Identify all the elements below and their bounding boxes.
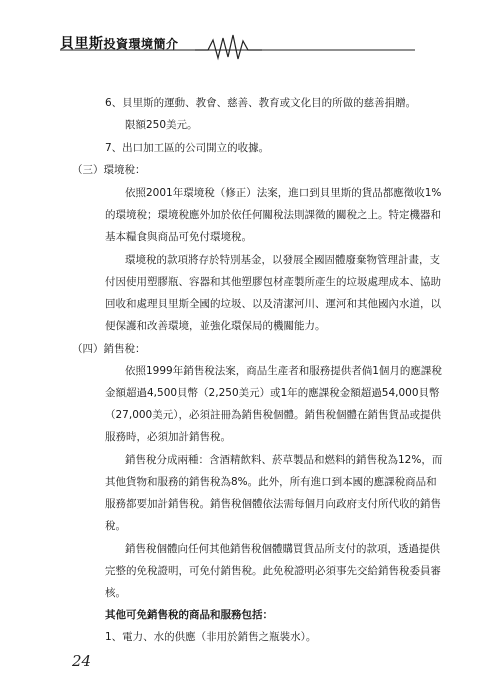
- text-line: 的環境稅；環境稅應外加於依任何關稅法則課徵的關稅之上。特定機器和: [105, 209, 441, 221]
- text-line: （27,000美元），必須註冊為銷售稅個體。銷售稅個體在銷售貨品或提供: [105, 409, 441, 421]
- section-heading: （四）銷售稅：: [72, 343, 146, 355]
- text-line: 金額超過4,500貝幣（2,250美元）或1年的應課稅金額超過54,000貝幣: [105, 387, 440, 399]
- text-line: 銷售稅分成兩種：含酒精飲料、菸草製品和燃料的銷售稅為12%，而: [125, 454, 443, 466]
- page-number: 24: [72, 652, 92, 670]
- text-line: 1、電力、水的供應（非用於銷售之瓶裝水）。: [105, 631, 317, 643]
- header-title-sub: 投資環境簡介: [103, 37, 179, 51]
- text-line: 便保護和改善環境，並強化環保局的機關能力。: [105, 320, 326, 332]
- text-line: 7、出口加工區的公司開立的收據。: [105, 142, 270, 154]
- text-line: 銷售稅個體向任何其他銷售稅個體購買貨品所支付的款項，透過提供: [125, 543, 440, 555]
- text-line: 依照2001年環境稅（修正）法案，進口到貝里斯的貨品都應徵收1%: [125, 187, 442, 199]
- text-line: 6、貝里斯的運動、教會、慈善、教育或文化目的所做的慈善捐贈。: [105, 97, 417, 109]
- text-line: 回收和處理貝里斯全國的垃圾、以及清潔河川、運河和其他國內水道，以: [105, 298, 441, 310]
- header-title-main: 貝里斯: [60, 36, 104, 52]
- text-line: 服務都要加計銷售稅。銷售稅個體依法需每個月向政府支付所代收的銷售: [105, 498, 441, 510]
- text-line: 付因使用塑膠瓶、容器和其他塑膠包材產製所產生的垃圾處理成本、協助: [105, 276, 441, 288]
- text-line: 基本糧食與商品可免付環境稅。: [105, 231, 252, 243]
- text-line: 其他貨物和服務的銷售稅為8%。此外，所有進口到本國的應課稅商品和: [105, 476, 437, 488]
- text-line: 依照1999年銷售稅法案，商品生產者和服務提供者倘1個月的應課稅: [125, 365, 442, 377]
- text-line: 限額250美元。: [125, 119, 198, 131]
- running-header: [0, 0, 480, 70]
- text-line: 稅。: [105, 520, 126, 532]
- bold-subheading: 其他可免銷售稅的商品和服務包括：: [105, 609, 273, 621]
- text-line: 核。: [105, 587, 126, 599]
- text-line: 服務時，必須加計銷售稅。: [105, 431, 231, 443]
- header-ecg-rule: [0, 0, 480, 70]
- text-line: 完整的免稅證明，可免付銷售稅。此免稅證明必須事先交給銷售稅委員審: [105, 565, 441, 577]
- section-heading: （三）環境稅：: [72, 164, 146, 176]
- text-line: 環境稅的款項將存於特別基金，以發展全國固體廢棄物管理計畫，支: [125, 254, 440, 266]
